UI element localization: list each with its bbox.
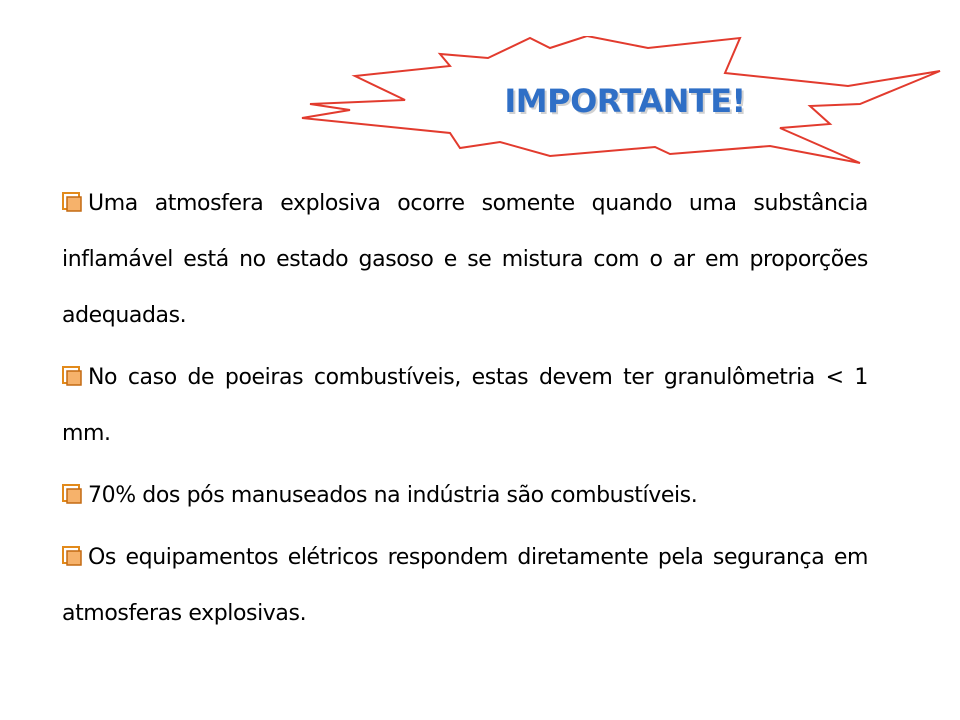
- bullet-item: [62, 176, 868, 344]
- checkbox-icon: [62, 484, 82, 504]
- bullet-item: [62, 530, 868, 642]
- bullet-text: Uma atmosfera explosiva ocorre somente quando uma substância inflamável está no estado gasoso e se mistura com o ar em proporções adequadas.: [62, 191, 868, 328]
- slide-title: IMPORTANTE!: [504, 82, 746, 120]
- bullet-item: [62, 350, 868, 462]
- bullet-item: [62, 468, 868, 524]
- bullet-text: Os equipamentos elétricos respondem diretamente pela segurança em atmosferas explosivas.: [62, 545, 868, 626]
- checkbox-icon: [62, 192, 82, 212]
- checkbox-icon: [62, 366, 82, 386]
- bullet-text: 70% dos pós manuseados na indústria são combustíveis.: [88, 483, 698, 508]
- bullet-text: No caso de poeiras combustíveis, estas devem ter granulômetria < 1 mm.: [62, 365, 868, 446]
- checkbox-icon: [62, 546, 82, 566]
- bullet-list: [62, 176, 868, 642]
